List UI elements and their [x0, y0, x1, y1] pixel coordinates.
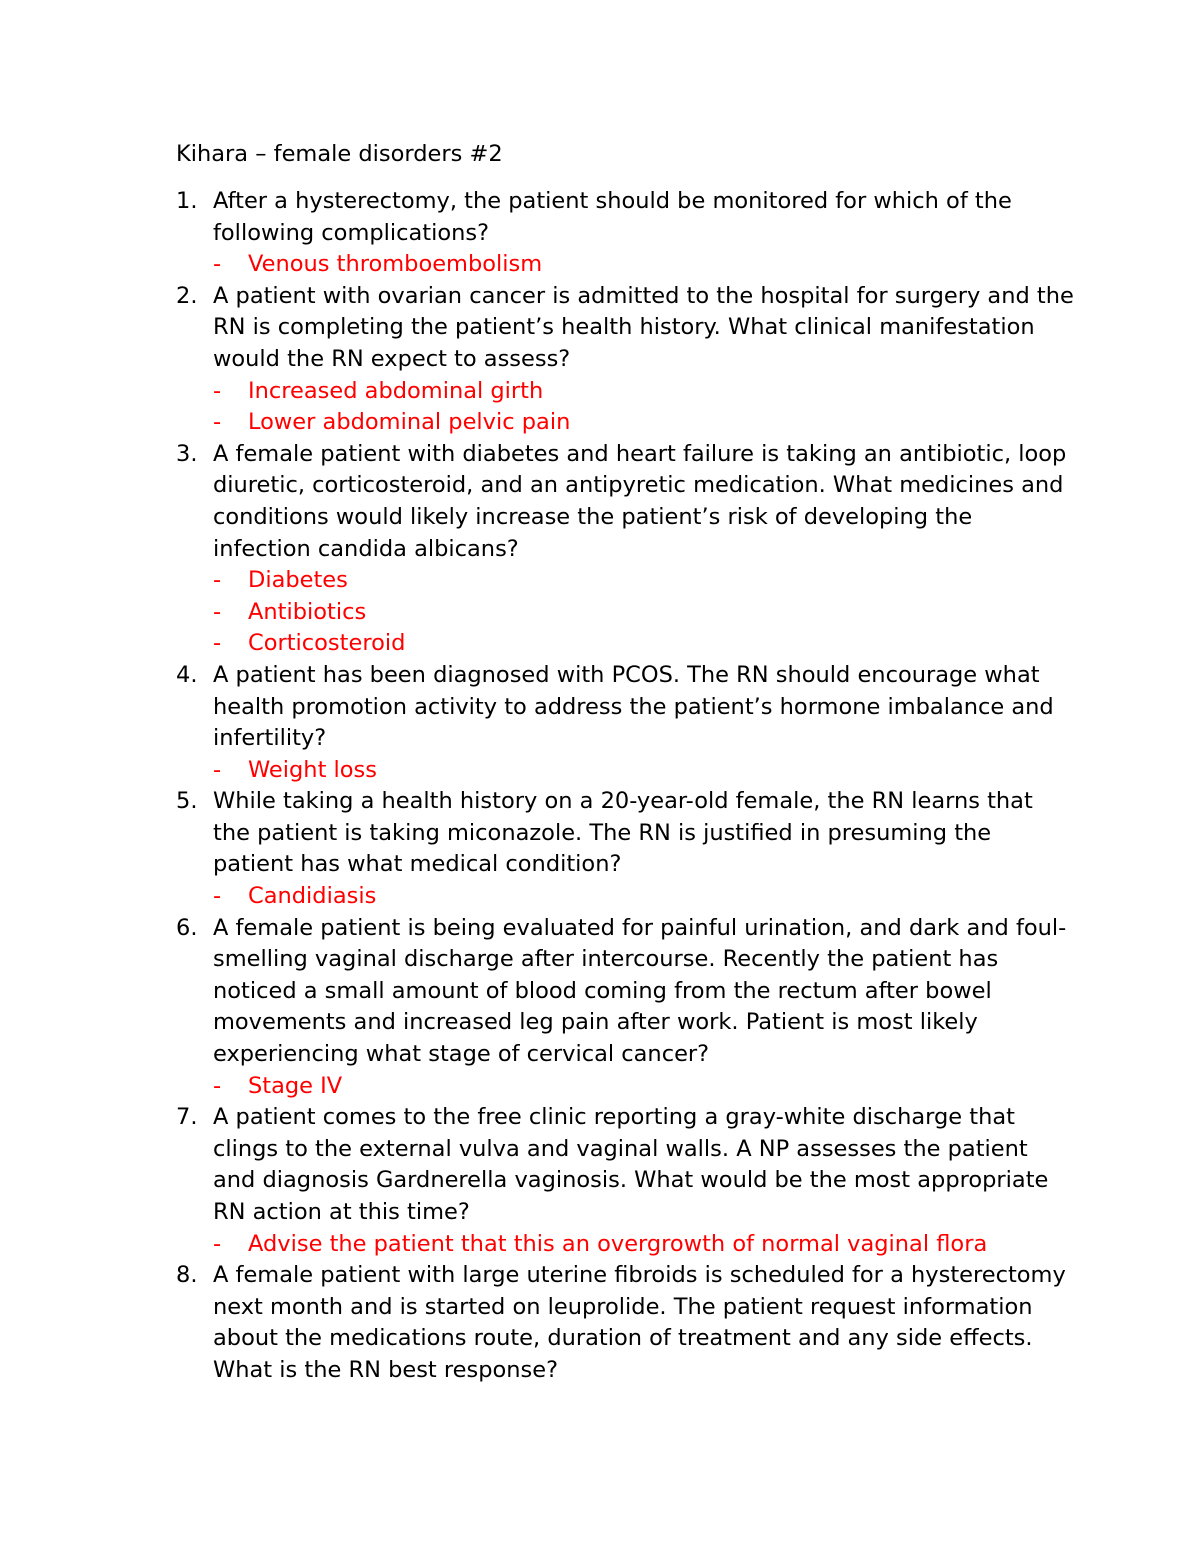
dash-bullet: -: [213, 598, 222, 625]
answer-item: [213, 597, 1076, 629]
answer-list: [213, 249, 1076, 281]
answer-text: Antibiotics: [248, 598, 367, 625]
answer-text: Weight loss: [248, 756, 378, 783]
question-list: [176, 186, 1076, 1387]
dash-bullet: -: [213, 409, 222, 436]
answer-text: Lower abdominal pelvic pain: [248, 409, 571, 436]
question-number: 8.: [176, 1262, 198, 1289]
answer-text: Venous thromboembolism: [248, 251, 543, 278]
answer-list: [213, 1229, 1076, 1261]
question-number: 3.: [176, 440, 198, 467]
question-item: [176, 439, 1076, 660]
answer-list: [213, 1071, 1076, 1103]
question-item: [176, 913, 1076, 1103]
document-title: Kihara – female disorders #2: [176, 141, 503, 167]
answer-list: [213, 755, 1076, 787]
answer-text: Advise the patient that this an overgrowth of normal vaginal flora: [248, 1230, 988, 1257]
dash-bullet: -: [213, 251, 222, 278]
answer-text: Increased abdominal girth: [248, 377, 544, 404]
dash-bullet: -: [213, 1072, 222, 1099]
question-text: A female patient with large uterine fibroids is scheduled for a hysterectomy next month and is started on leuprolide. The patient request information about the medications route, duration of treatment and any side effects. What is the RN best response?: [213, 1262, 1066, 1383]
question-text: A female patient is being evaluated for painful urination, and dark and foul-smelling vaginal discharge after intercourse. Recently the patient has noticed a small amount of blood coming from the rectum after bowel movements and increased leg pain after work. Patient is most likely experiencing what stage of cervical cancer?: [213, 914, 1067, 1068]
answer-list: [213, 376, 1076, 439]
answer-list: [213, 881, 1076, 913]
answer-item: [213, 755, 1076, 787]
question-number: 6.: [176, 914, 198, 941]
question-text: A patient with ovarian cancer is admitted to the hospital for surgery and the RN is completing the patient’s health history. What clinical manifestation would the RN expect to assess?: [213, 282, 1074, 372]
question-item: [176, 281, 1076, 439]
answer-list: [213, 565, 1076, 660]
answer-item: [213, 628, 1076, 660]
question-text: While taking a health history on a 20-year-old female, the RN learns that the patient is taking miconazole. The RN is justified in presuming the patient has what medical condition?: [213, 788, 1033, 878]
question-text: A female patient with diabetes and heart failure is taking an antibiotic, loop diuretic, corticosteroid, and an antipyretic medication. What medicines and conditions would likely increase the patient’s risk of developing the infection candida albicans?: [213, 440, 1067, 562]
question-text: A patient has been diagnosed with PCOS. The RN should encourage what health promotion activity to address the patient’s hormone imbalance and infertility?: [213, 661, 1054, 752]
question-number: 1.: [176, 188, 198, 214]
question-text: After a hysterectomy, the patient should be monitored for which of the following complications?: [213, 188, 1012, 246]
answer-text: Diabetes: [248, 567, 348, 594]
dash-bullet: -: [213, 883, 222, 910]
answer-item: [213, 407, 1076, 439]
question-text: A patient comes to the free clinic reporting a gray-white discharge that clings to the external vulva and vaginal walls. A NP assesses the patient and diagnosis Gardnerella vaginosis. What would be the most appropriate RN action at this time?: [213, 1104, 1049, 1225]
answer-item: [213, 565, 1076, 597]
question-number: 4.: [176, 661, 198, 688]
answer-item: [213, 376, 1076, 408]
question-number: 7.: [176, 1104, 198, 1131]
question-item: [176, 1260, 1076, 1386]
dash-bullet: -: [213, 756, 222, 783]
answer-text: Candidiasis: [248, 883, 377, 910]
dash-bullet: -: [213, 1230, 222, 1257]
question-number: 5.: [176, 788, 198, 815]
answer-item: [213, 1071, 1076, 1103]
question-item: [176, 786, 1076, 912]
question-number: 2.: [176, 282, 198, 309]
question-item: [176, 186, 1076, 281]
answer-text: Corticosteroid: [248, 630, 406, 657]
dash-bullet: -: [213, 377, 222, 404]
dash-bullet: -: [213, 567, 222, 594]
answer-item: [213, 881, 1076, 913]
answer-item: [213, 249, 1076, 281]
dash-bullet: -: [213, 630, 222, 657]
question-item: [176, 660, 1076, 786]
answer-item: [213, 1229, 1076, 1261]
answer-text: Stage IV: [248, 1072, 343, 1099]
question-item: [176, 1102, 1076, 1260]
